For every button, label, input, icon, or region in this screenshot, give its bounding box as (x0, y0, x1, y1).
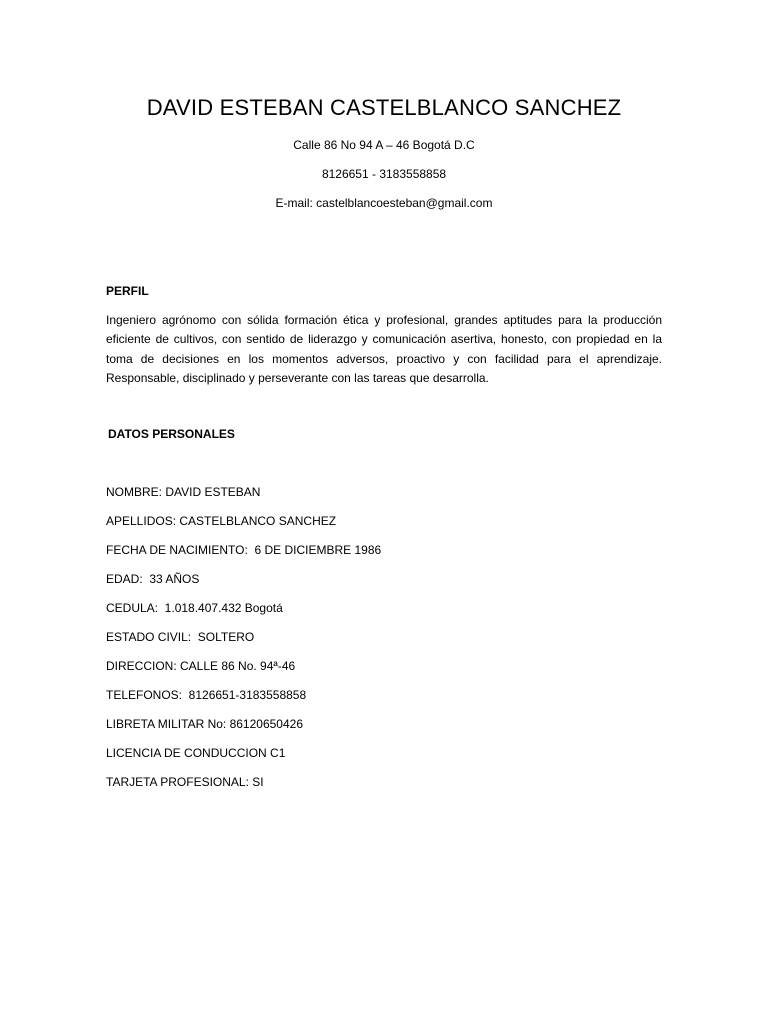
field-estado-civil: ESTADO CIVIL: SOLTERO (106, 630, 255, 644)
full-name-title: DAVID ESTEBAN CASTELBLANCO SANCHEZ (146, 95, 622, 120)
field-fecha-nacimiento: FECHA DE NACIMIENTO: 6 DE DICIEMBRE 1986 (106, 543, 382, 557)
field-edad: EDAD: 33 AÑOS (106, 572, 200, 586)
field-licencia-conduccion: LICENCIA DE CONDUCCION C1 (106, 746, 286, 760)
field-tarjeta-profesional: TARJETA PROFESIONAL: SI (106, 775, 264, 789)
field-direccion: DIRECCION: CALLE 86 No. 94ª-46 (106, 659, 296, 673)
phone-line: 8126651 - 3183558858 (321, 167, 447, 181)
field-telefonos: TELEFONOS: 8126651-3183558858 (106, 688, 307, 702)
profile-heading: PERFIL (106, 284, 149, 298)
email-line: E-mail: castelblancoesteban@gmail.com (275, 196, 493, 210)
field-libreta-militar: LIBRETA MILITAR No: 86120650426 (106, 717, 303, 731)
field-nombre: NOMBRE: DAVID ESTEBAN (106, 485, 261, 499)
field-apellidos: APELLIDOS: CASTELBLANCO SANCHEZ (106, 514, 337, 528)
field-cedula: CEDULA: 1.018.407.432 Bogotá (106, 601, 283, 615)
address-line: Calle 86 No 94 A – 46 Bogotá D.C (293, 138, 475, 152)
profile-paragraph: Ingeniero agrónomo con sólida formación ética y profesional, grandes aptitudes para la producción eficiente de cultivos, con sentido de liderazgo y comunicación asertiva, honesto, con propiedad en la toma de decisiones en los momentos adversos, proactivo y con facilidad para el aprendizaje. Responsable, disciplinado y perseverante con las tareas que desarrolla. (106, 313, 662, 385)
personal-data-heading: DATOS PERSONALES (108, 427, 235, 441)
